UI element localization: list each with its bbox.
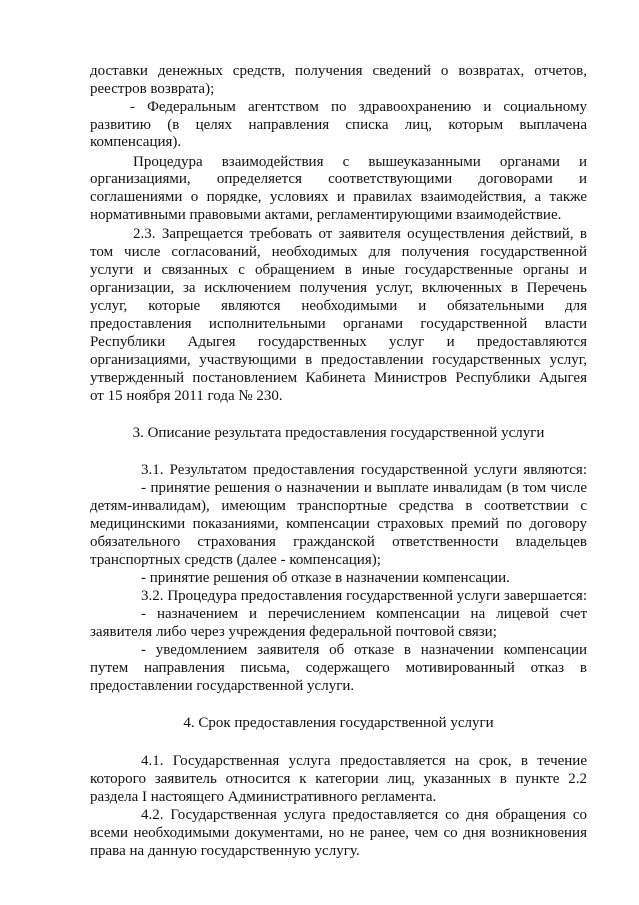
text-line: компенсация). xyxy=(90,134,182,150)
text-line: организациями, определяется соответствующими договорами и xyxy=(90,171,587,187)
text-line: всеми необходимыми документами, но не ранее, чем со дня возникновения xyxy=(90,825,587,841)
text-line: 3.2. Процедура предоставления государственной услуги завершается: xyxy=(141,588,587,604)
text-line: развитию (в целях направления списка лиц, которым выплачена xyxy=(90,117,587,133)
text-line: Процедура взаимодействия с вышеуказанными органами и xyxy=(133,154,587,170)
text-line: - Федеральным агентством по здравоохранению и социальному xyxy=(130,99,587,115)
section-heading: 4. Срок предоставления государственной услуги xyxy=(183,715,494,731)
text-line: услуг, которые являются необходимыми и обязательными для xyxy=(90,298,587,314)
text-line: права на данную государственную услугу. xyxy=(90,843,360,859)
text-line: реестров возврата); xyxy=(90,81,215,97)
text-line: транспортных средств (далее - компенсация); xyxy=(90,552,381,568)
text-line: - принятие решения о назначении и выплате инвалидам (в том числе xyxy=(141,480,587,496)
text-line: том числе согласований, необходимых для получения государственной xyxy=(90,244,587,260)
text-line: детям-инвалидам), имеющим транспортные средства в соответствии с xyxy=(90,498,587,514)
text-line: 4.2. Государственная услуга предоставляется со дня обращения со xyxy=(141,807,587,823)
text-line: от 15 ноября 2011 года № 230. xyxy=(90,388,283,404)
text-line: путем направления письма, содержащего мотивированный отказ в xyxy=(90,660,587,676)
text-line: 2.3. Запрещается требовать от заявителя осуществления действий, в xyxy=(133,226,587,242)
text-line: организации, за исключением получения услуг, включенных в Перечень xyxy=(90,280,587,296)
text-line: Республики Адыгея государственных услуг и предоставляются xyxy=(90,334,587,350)
text-line: утвержденный постановлением Кабинета Министров Республики Адыгея xyxy=(90,370,587,386)
text-line: 4.1. Государственная услуга предоставляется на срок, в течение xyxy=(141,753,587,769)
text-line: раздела I настоящего Административного регламента. xyxy=(90,789,437,805)
text-line: предоставления исполнительными органами государственной власти xyxy=(90,316,587,332)
text-line: нормативными правовыми актами, регламентирующими взаимодействие. xyxy=(90,207,562,223)
text-line: медицинскими показаниями, компенсации страховых премий по договору xyxy=(90,516,587,532)
section-heading: 3. Описание результата предоставления государственной услуги xyxy=(132,425,545,441)
text-line: доставки денежных средств, получения сведений о возвратах, отчетов, xyxy=(90,63,587,79)
text-line: соглашениями о порядке, условиях и правилах взаимодействия, а также xyxy=(90,189,587,205)
text-line: предоставлении государственной услуги. xyxy=(90,678,355,694)
text-line: которого заявитель относится к категории лиц, указанных в пункте 2.2 xyxy=(90,771,587,787)
text-line: - уведомлением заявителя об отказе в назначении компенсации xyxy=(141,642,587,658)
text-line: обязательного страхования гражданской ответственности владельцев xyxy=(90,534,587,550)
text-line: 3.1. Результатом предоставления государственной услуги являются: xyxy=(141,462,587,478)
text-line: услуги и связанных с обращением в иные государственные органы и xyxy=(90,262,587,278)
text-line: - назначением и перечислением компенсации на лицевой счет xyxy=(141,606,587,622)
text-line: - принятие решения об отказе в назначении компенсации. xyxy=(141,570,510,586)
text-line: заявителя либо через учреждения федеральной почтовой связи; xyxy=(90,624,497,640)
text-line: организациями, участвующими в предоставлении государственных услуг, xyxy=(90,352,587,368)
